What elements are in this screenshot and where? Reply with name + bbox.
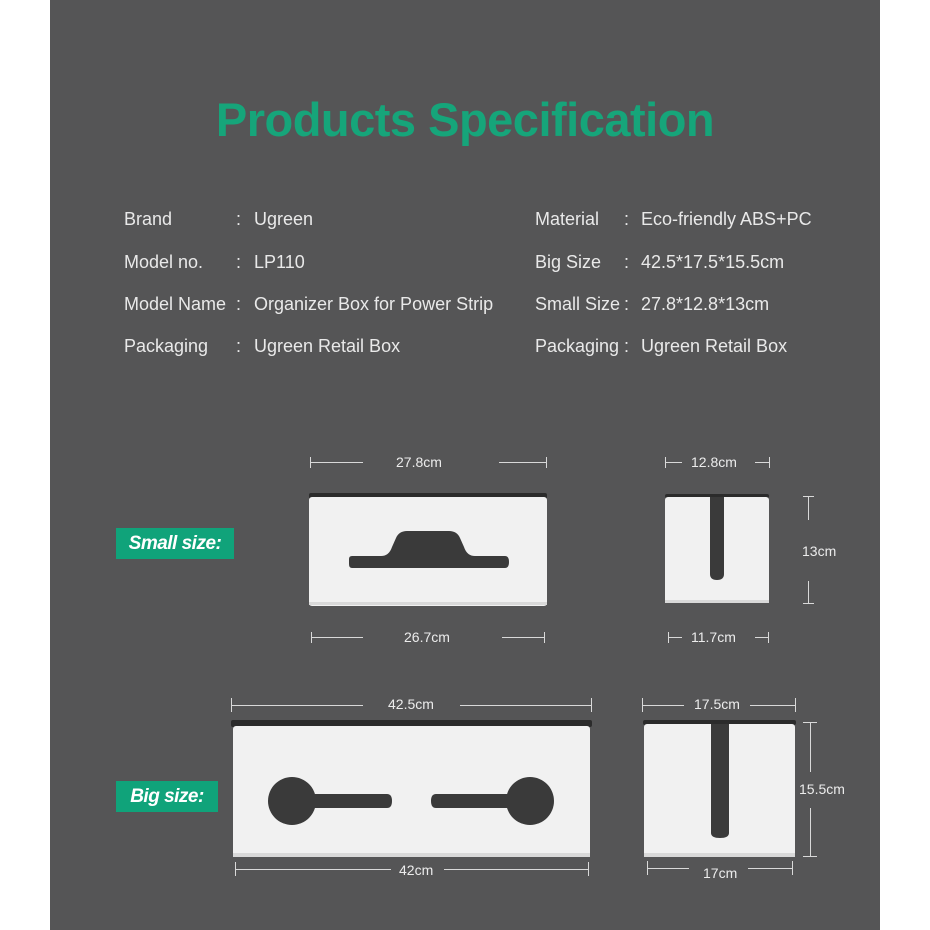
spec-label-brand: Brand (124, 209, 173, 229)
dimension-line (808, 496, 809, 520)
dimension-tick (769, 457, 770, 468)
dimension-line (311, 637, 363, 638)
spec-value-big-size: 42.5*17.5*15.5cm (641, 252, 785, 272)
page-title: Products Specification (215, 93, 715, 146)
big-size-badge: Big size: (116, 781, 218, 812)
spec-label-material: Material (535, 209, 600, 229)
spec-separator: : (236, 209, 242, 229)
dimension-tick (591, 698, 592, 712)
dimension-line (499, 462, 547, 463)
dimension-line (810, 722, 811, 772)
spec-value-brand: Ugreen (254, 209, 314, 229)
small-box-front-illustration (309, 493, 549, 609)
spec-label-packaging: Packaging (124, 336, 209, 356)
dimension-line (668, 637, 682, 638)
dimension-line (755, 637, 769, 638)
big-top-width-label: 17.5cm (694, 696, 740, 712)
spec-label-model-name: Model Name (124, 294, 227, 314)
spec-value-model-no: LP110 (254, 252, 305, 272)
small-height-label: 13cm (802, 543, 837, 559)
dimension-line (808, 581, 809, 604)
dimension-line (460, 705, 592, 706)
small-bottom-width-label: 11.7cm (691, 629, 736, 645)
spec-separator: : (624, 336, 630, 356)
dimension-tick (803, 496, 814, 497)
dimension-tick (668, 632, 669, 643)
big-box-front-illustration (231, 720, 593, 860)
big-height-label: 15.5cm (799, 781, 845, 797)
dimension-tick (546, 457, 547, 468)
dimension-tick (647, 861, 648, 875)
spec-separator: : (236, 294, 242, 314)
dimension-line (502, 637, 545, 638)
dimension-line (810, 808, 811, 856)
spec-value-material: Eco-friendly ABS+PC (641, 209, 812, 229)
spec-value-small-size: 27.8*12.8*13cm (641, 294, 770, 314)
dimension-line (235, 869, 391, 870)
dimension-line (231, 705, 363, 706)
spec-value-packaging: Ugreen Retail Box (641, 336, 788, 356)
dimension-line (444, 869, 589, 870)
spec-separator: : (624, 252, 630, 272)
dimension-tick (231, 698, 232, 712)
dimension-line (642, 705, 684, 706)
dimension-tick (311, 632, 312, 643)
dimension-tick (665, 457, 666, 468)
small-size-badge: Small size: (116, 528, 234, 559)
dimension-tick (803, 722, 817, 723)
dimension-line (665, 462, 682, 463)
small-top-length-label: 27.8cm (396, 454, 442, 470)
dimension-tick (792, 861, 793, 875)
dimension-line (755, 462, 770, 463)
big-box-side-illustration (643, 720, 797, 860)
big-bottom-width-label: 17cm (703, 865, 738, 881)
spec-separator: : (624, 294, 630, 314)
dimension-tick (642, 698, 643, 712)
spec-label-packaging: Packaging (535, 336, 620, 356)
dimension-tick (795, 698, 796, 712)
big-top-length-label: 42.5cm (388, 696, 434, 712)
small-bottom-length-label: 26.7cm (404, 629, 450, 645)
dimension-line (750, 705, 796, 706)
dimension-line (647, 868, 689, 869)
dimension-tick (235, 862, 236, 876)
spec-label-small-size: Small Size (535, 294, 621, 314)
spec-value-packaging: Ugreen Retail Box (254, 336, 401, 356)
spec-separator: : (236, 336, 242, 356)
spec-separator: : (236, 252, 242, 272)
big-bottom-length-label: 42cm (399, 862, 434, 878)
dimension-tick (310, 457, 311, 468)
spec-value-model-name: Organizer Box for Power Strip (254, 294, 494, 314)
dimension-tick (588, 862, 589, 876)
spec-separator: : (624, 209, 630, 229)
dimension-tick (768, 632, 769, 643)
spec-label-big-size: Big Size (535, 252, 602, 272)
dimension-line (748, 868, 793, 869)
dimension-tick (544, 632, 545, 643)
small-box-side-illustration (665, 494, 771, 607)
dimension-tick (803, 856, 817, 857)
dimension-tick (803, 603, 814, 604)
spec-label-model-no: Model no. (124, 252, 204, 272)
dimension-line (310, 462, 363, 463)
small-top-width-label: 12.8cm (691, 454, 737, 470)
